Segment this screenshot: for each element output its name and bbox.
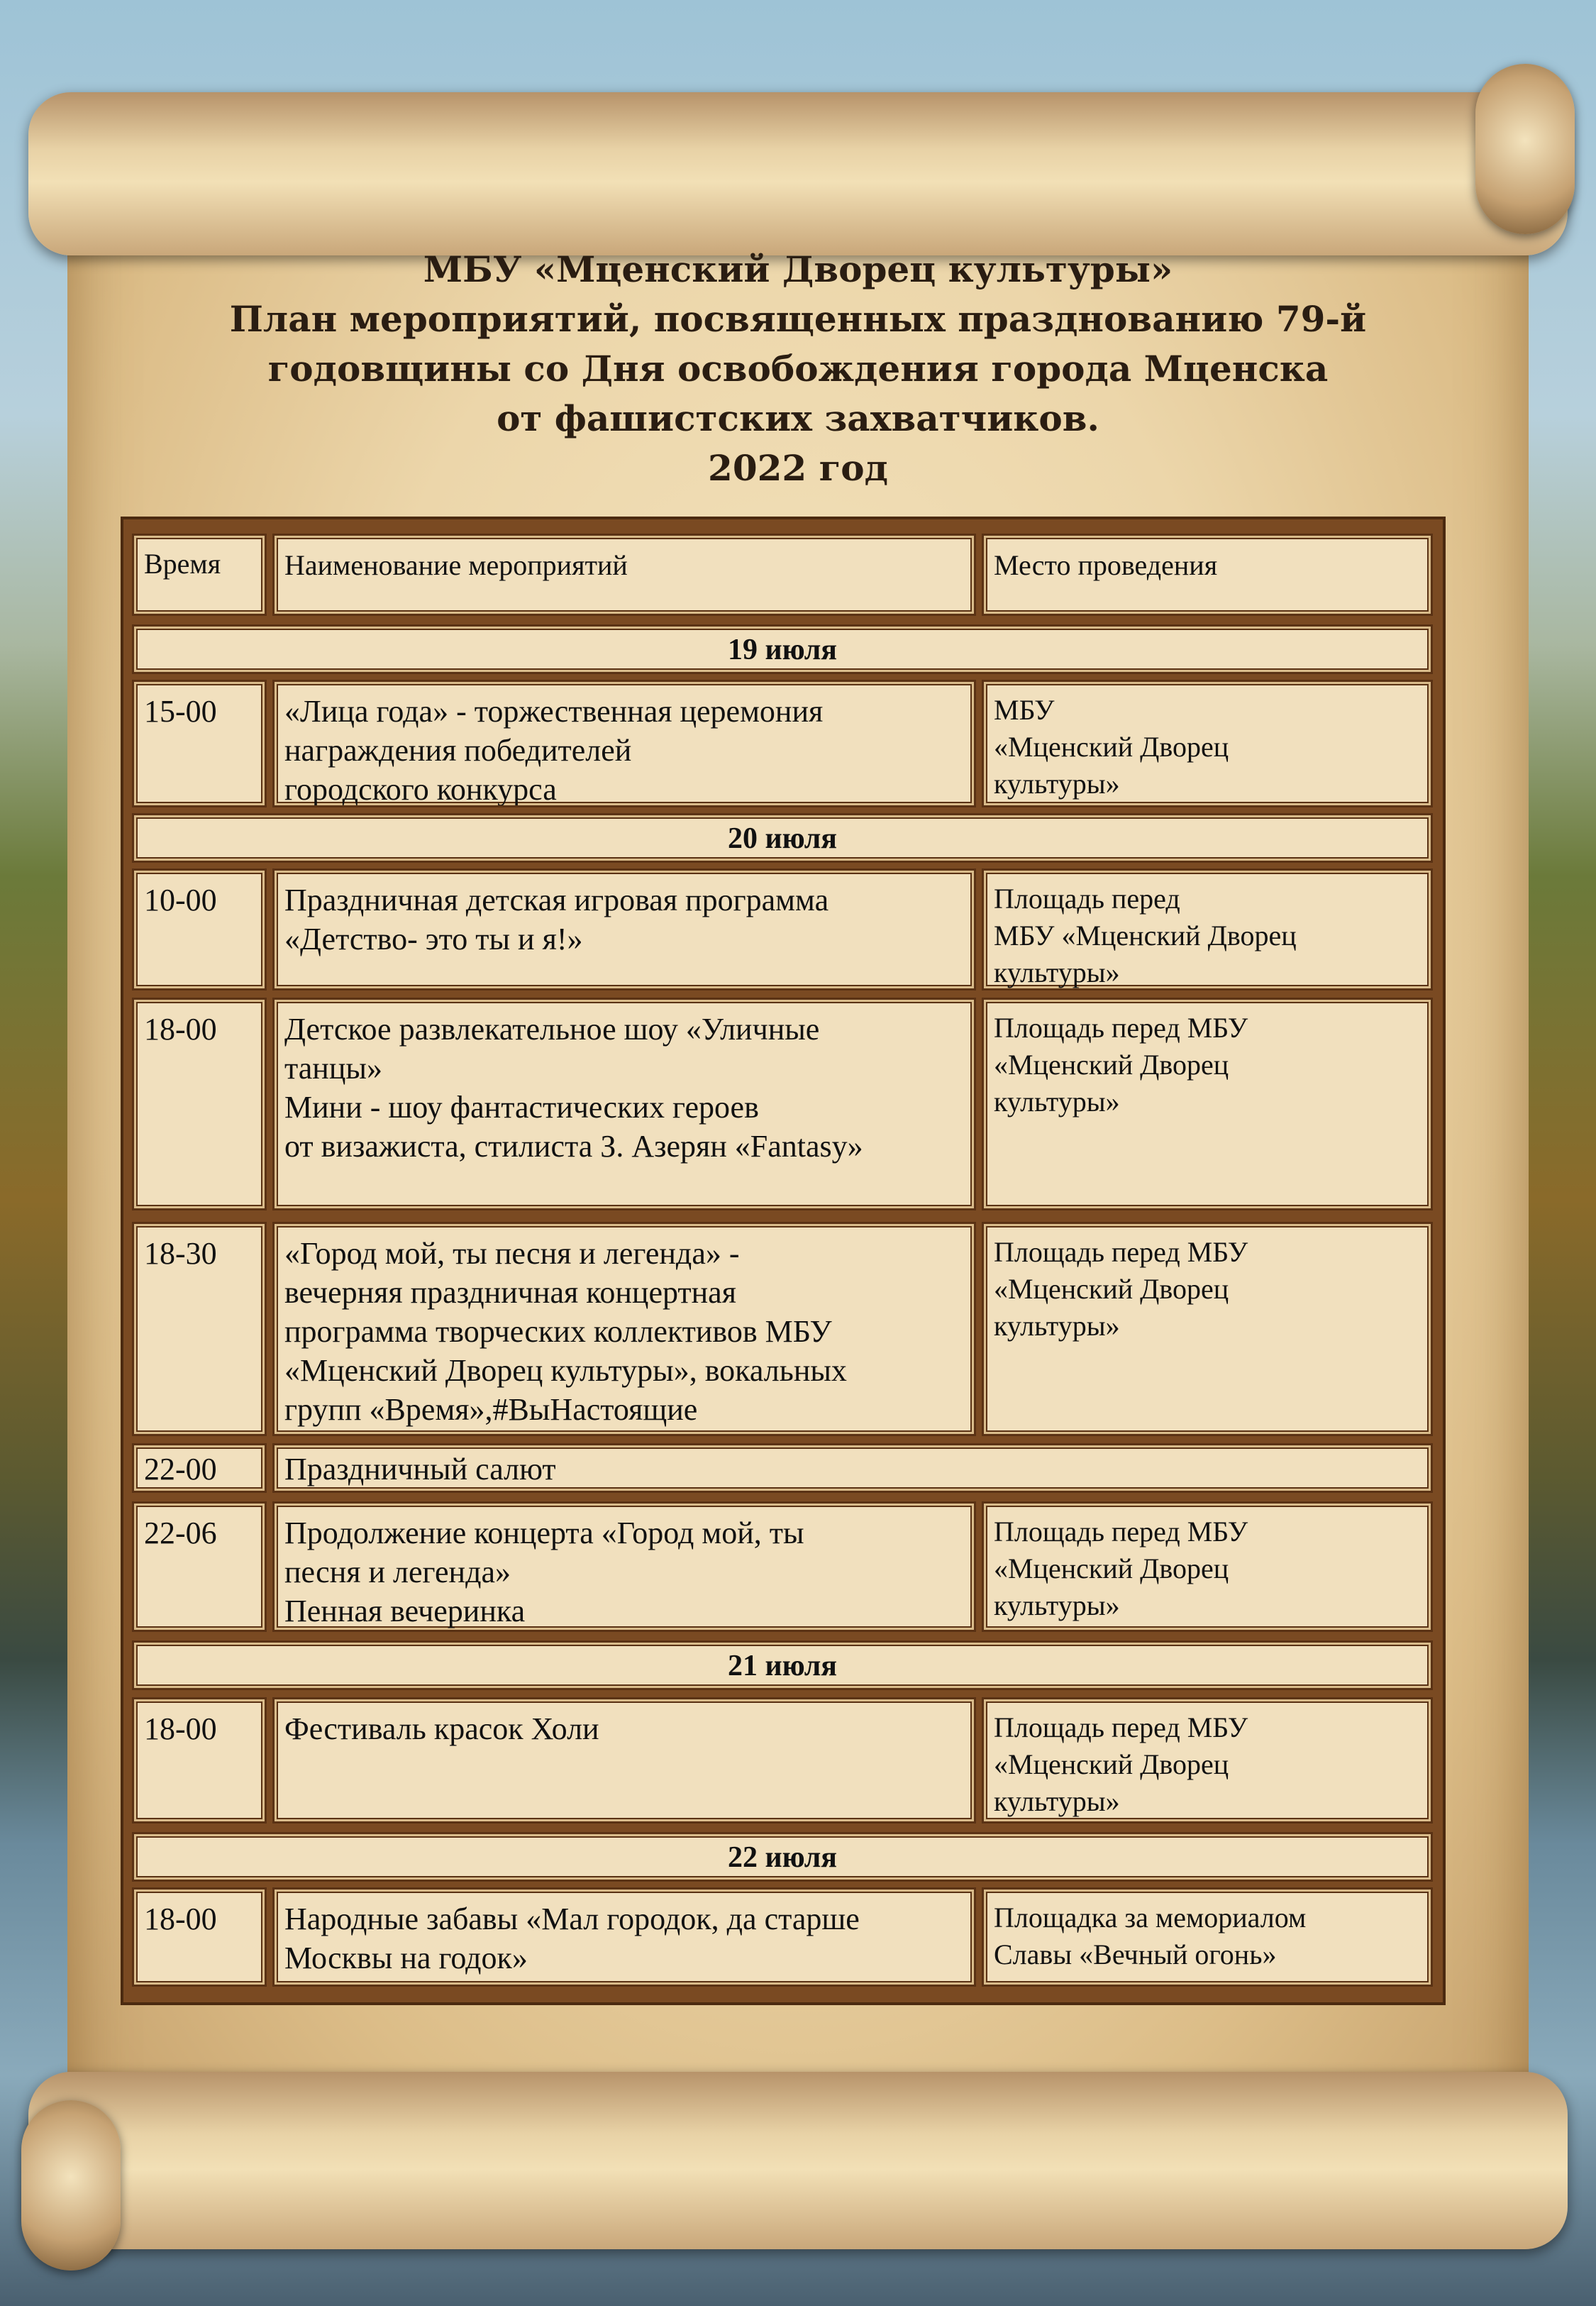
header-place-label: Место проведения [994, 549, 1218, 581]
schedule-table [121, 517, 1446, 2005]
name-line: Праздничная детская игровая программа [284, 883, 829, 917]
name-line: танцы» [284, 1051, 382, 1086]
date-label: 21 июля [727, 1650, 838, 1682]
title-year: 2022 год [708, 447, 888, 489]
header-time [132, 534, 267, 616]
scroll-top-roll [28, 92, 1568, 255]
table-row-time [132, 998, 267, 1210]
place-line: Площадь перед МБУ [994, 1236, 1248, 1268]
table-row-place [982, 1501, 1433, 1632]
table-row-place [982, 998, 1433, 1210]
table-row-time [132, 1697, 267, 1824]
place-line: культуры» [994, 768, 1120, 800]
title-line-2: План мероприятий, посвященных празднованию 79-й [229, 298, 1367, 340]
table-row-name [272, 868, 976, 991]
name-line: Народные забавы «Мал городок, да старше [284, 1902, 860, 1936]
place-line: «Мценский Дворец [994, 731, 1229, 763]
table-row-time [132, 1222, 267, 1436]
place-line: МБУ «Мценский Дворец [994, 920, 1297, 951]
name-line: Праздничный салют [284, 1452, 556, 1486]
table-row-name [272, 1222, 976, 1436]
place-line: Площадь перед МБУ [994, 1516, 1248, 1548]
place-line: «Мценский Дворец [994, 1748, 1229, 1780]
page-title [142, 245, 1454, 493]
name-line: «Лица года» - торжественная церемония [284, 694, 824, 729]
table-row-name [272, 1501, 976, 1632]
name-line: песня и легенда» [284, 1555, 511, 1589]
time-value: 15-00 [144, 694, 217, 729]
table-row-time [132, 1443, 267, 1493]
table-row-time [132, 1887, 267, 1987]
header-place [982, 534, 1433, 616]
name-line: групп «Время»,#ВыНастоящие [284, 1392, 698, 1427]
table-row-name [272, 998, 976, 1210]
name-line: Продолжение концерта «Город мой, ты [284, 1516, 804, 1550]
table-row-name [272, 1887, 976, 1987]
time-value: 18-00 [144, 1012, 217, 1047]
header-name-label: Наименование мероприятий [284, 549, 628, 581]
place-line: Площадь перед [994, 883, 1180, 915]
table-row-name [272, 680, 976, 807]
table-row-time [132, 680, 267, 807]
time-value: 18-00 [144, 1902, 217, 1936]
place-line: «Мценский Дворец [994, 1273, 1229, 1305]
title-line-3: годовщины со Дня освобождения города Мценска [267, 348, 1329, 390]
place-line: культуры» [994, 1310, 1120, 1342]
name-line: «Город мой, ты песня и легенда» - [284, 1236, 740, 1271]
name-line: программа творческих коллективов МБУ [284, 1314, 832, 1349]
time-value: 22-00 [144, 1452, 217, 1486]
table-row-place [982, 680, 1433, 807]
time-value: 10-00 [144, 883, 217, 917]
place-line: культуры» [994, 1086, 1120, 1118]
table-row-time [132, 868, 267, 991]
name-line: городского конкурса [284, 772, 557, 807]
place-line: Площадь перед МБУ [994, 1711, 1248, 1743]
name-line: «Мценский Дворец культуры», вокальных [284, 1353, 847, 1388]
table-row-place [982, 1697, 1433, 1824]
name-line: Москвы на годок» [284, 1941, 528, 1975]
name-line: Фестиваль красок Холи [284, 1711, 599, 1746]
place-line: МБУ [994, 694, 1055, 726]
date-row-21-july [132, 1640, 1433, 1690]
name-line: «Детство- это ты и я!» [284, 922, 583, 956]
table-row-place [982, 1887, 1433, 1987]
time-value: 18-00 [144, 1711, 217, 1746]
scroll-roll-end-left [21, 2100, 121, 2271]
name-line: вечерняя праздничная концертная [284, 1275, 736, 1310]
table-row-place [982, 1222, 1433, 1436]
name-line: Детское развлекательное шоу «Уличные [284, 1012, 820, 1047]
name-line: награждения победителей [284, 733, 632, 768]
date-label: 19 июля [727, 634, 838, 666]
header-time-label: Время [144, 548, 221, 580]
scroll-roll-end-right [1475, 64, 1575, 234]
time-value: 18-30 [144, 1236, 217, 1271]
place-line: «Мценский Дворец [994, 1049, 1229, 1081]
name-line: Пенная вечеринка [284, 1594, 526, 1628]
table-row-name [272, 1697, 976, 1824]
scroll-bottom-roll [28, 2072, 1568, 2249]
table-row-time [132, 1501, 267, 1632]
date-row-20-july [132, 813, 1433, 863]
time-value: 22-06 [144, 1516, 217, 1550]
place-line: Площадь перед МБУ [994, 1012, 1248, 1044]
place-line: культуры» [994, 1785, 1120, 1817]
name-line: от визажиста, стилиста З. Азерян «Fantasy» [284, 1129, 863, 1164]
place-line: «Мценский Дворец [994, 1552, 1229, 1584]
place-line: Славы «Вечный огонь» [994, 1938, 1277, 1970]
place-line: культуры» [994, 1589, 1120, 1621]
title-line-4: от фашистских захватчиков. [497, 397, 1099, 439]
place-line: культуры» [994, 956, 1120, 988]
title-line-1: МБУ «Мценский Дворец культуры» [423, 248, 1173, 290]
date-row-19-july [132, 624, 1433, 674]
table-row-place [982, 868, 1433, 991]
name-line: Мини - шоу фантастических героев [284, 1090, 759, 1125]
date-label: 22 июля [727, 1841, 838, 1874]
table-row-name [272, 1443, 1433, 1493]
date-row-22-july [132, 1832, 1433, 1882]
place-line: Площадка за мемориалом [994, 1902, 1307, 1933]
date-label: 20 июля [727, 822, 838, 855]
header-name [272, 534, 976, 616]
